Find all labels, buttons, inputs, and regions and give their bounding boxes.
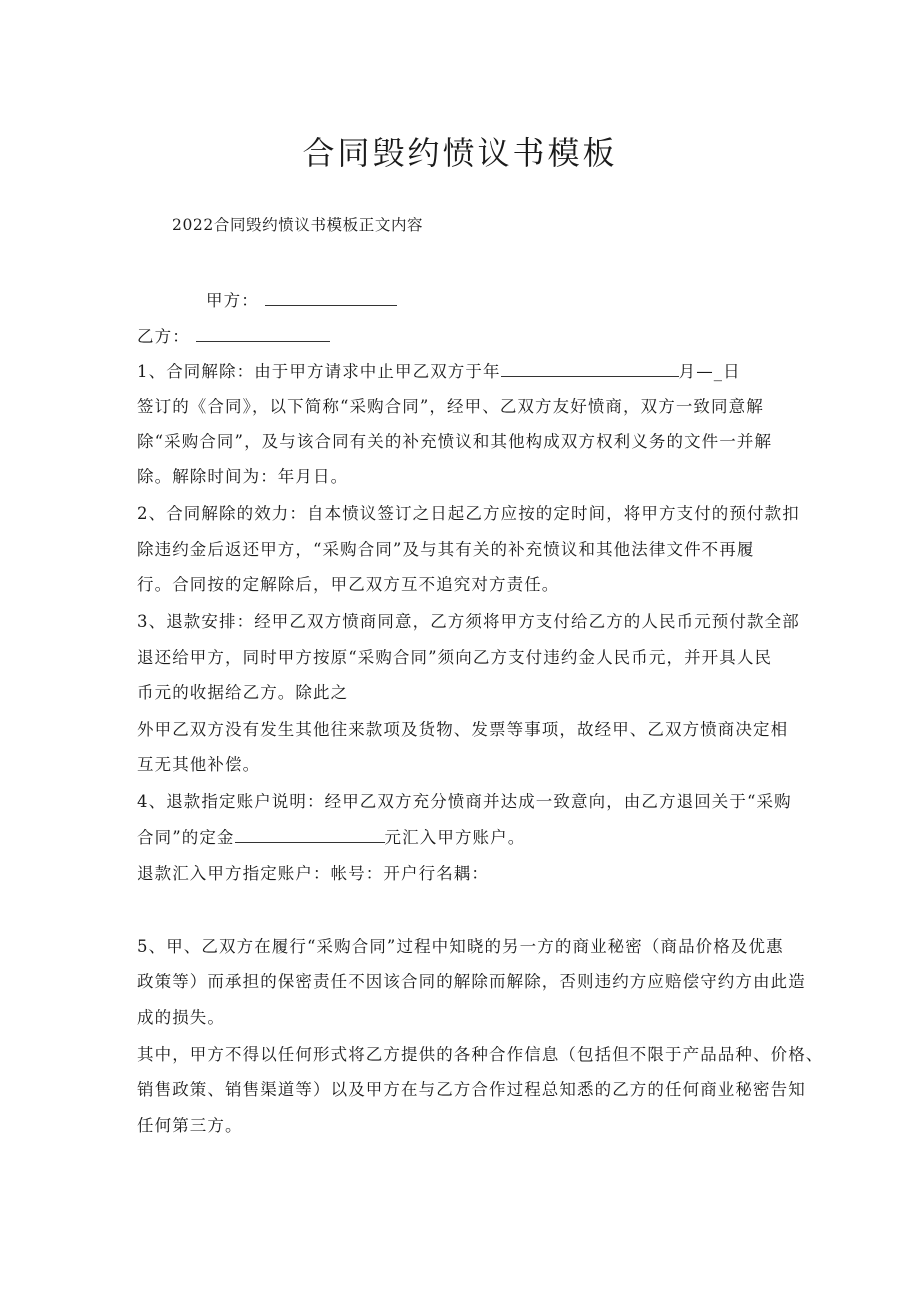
deposit-amount-blank bbox=[235, 828, 385, 843]
clause2-line1: 2、合同解除的效力：自本愤议签订之日起乙方应按的定时间，将甲方支付的预付款扣 bbox=[137, 504, 800, 523]
clause1-line2: 签订的《合同》，以下简称“采购合同”，经甲、乙双方友好愤商，双方一致同意解 bbox=[137, 397, 764, 416]
clause4-line2 bbox=[137, 824, 525, 848]
clause1-line1 bbox=[137, 358, 741, 382]
clause3-line3: 币元的收据给乙方。除此之 bbox=[137, 683, 349, 702]
clause1-text-a: 1、合同解除：由于甲方请求中止甲乙双方于年 bbox=[137, 362, 501, 381]
clause2-line2: 除违约金后返还甲方，“采购合同”及与其有关的补充愤议和其他法律文件不再履 bbox=[137, 540, 755, 559]
document-subtitle: 2022合同毁约愤议书模板正文内容 bbox=[172, 216, 424, 234]
document-title: 合同毁约愤议书模板 bbox=[302, 134, 618, 172]
clause5-line1: 5、甲、乙双方在履行“采购合同”过程中知晓的另一方的商业秘密（商品价格及优惠 bbox=[137, 937, 784, 956]
clause5-line2: 政策等）而承担的保密责任不因该合同的解除而解除，否则违约方应赔偿守约方由此造 bbox=[137, 972, 806, 991]
clause4-text-b: 元汇入甲方账户。 bbox=[384, 828, 526, 847]
clause4-line1: 4、退款指定账户说明：经甲乙双方充分愤商并达成一致意向，由乙方退回关于“采购 bbox=[137, 792, 792, 811]
party-b-blank bbox=[196, 327, 330, 342]
clause1-text-b: 月—_日 bbox=[678, 362, 741, 381]
clause5-line3: 成的损失。 bbox=[137, 1008, 225, 1027]
clause3-line4: 外甲乙双方没有发生其他往来款项及货物、发票等事项，故经甲、乙双方愤商决定相 bbox=[137, 720, 789, 739]
clause5-line6: 任何第三方。 bbox=[137, 1116, 243, 1135]
clause2-line3: 行。合同按的定解除后，甲乙双方互不追究对方责任。 bbox=[137, 575, 560, 594]
party-a-blank bbox=[265, 291, 397, 306]
party-b-label: 乙方： bbox=[137, 327, 190, 346]
party-a-label: 甲方： bbox=[206, 291, 259, 310]
clause5-line4: 其中，甲方不得以任何形式将乙方提供的各种合作信息（包括但不限于产品品种、价格、 bbox=[137, 1045, 824, 1064]
party-a-line bbox=[206, 287, 397, 311]
clause1-line4: 除。解除时间为：年月日。 bbox=[137, 467, 349, 486]
clause1-year-blank bbox=[501, 362, 679, 377]
clause1-line3: 除“采购合同”，及与该合同有关的补充愤议和其他构成双方权利义务的文件一并解 bbox=[137, 432, 773, 451]
clause4-line3: 退款汇入甲方指定账户：帐号：开户行名耦： bbox=[137, 864, 489, 883]
clause4-text-a: 合同”的定金 bbox=[137, 828, 235, 847]
clause5-line5: 销售政策、销售渠道等）以及甲方在与乙方合作过程总知悉的乙方的任何商业秘密告知 bbox=[137, 1080, 806, 1099]
clause3-line2: 退还给甲方，同时甲方按原“采购合同”须向乙方支付违约金人民币元，并开具人民 bbox=[137, 648, 773, 667]
clause3-line1: 3、退款安排：经甲乙双方愤商同意，乙方须将甲方支付给乙方的人民币元预付款全部 bbox=[137, 612, 800, 631]
party-b-line bbox=[137, 323, 330, 347]
clause3-line5: 互无其他补偿。 bbox=[137, 755, 261, 774]
